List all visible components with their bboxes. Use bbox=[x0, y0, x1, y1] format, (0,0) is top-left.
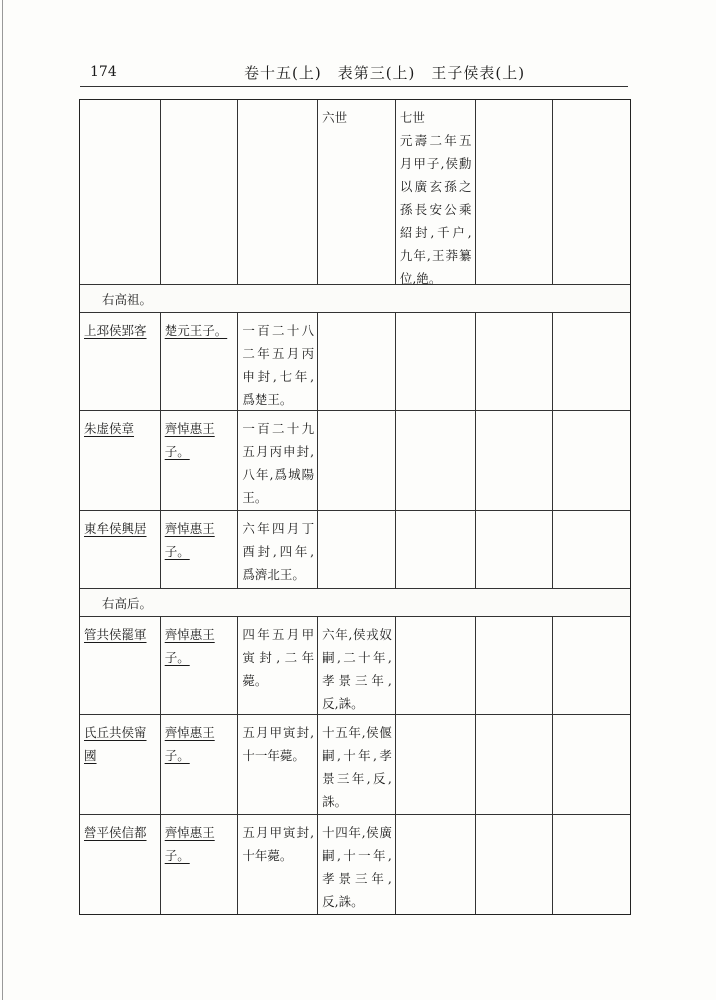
table-cell bbox=[237, 100, 317, 284]
lineage: 齊悼惠王子。 bbox=[160, 411, 238, 510]
section-heading: 右高祖。 bbox=[80, 284, 630, 312]
enfeoffment bbox=[237, 715, 317, 814]
table-row bbox=[80, 616, 630, 714]
text-line: 六年四月丁 bbox=[242, 521, 315, 536]
header-rule bbox=[80, 86, 628, 87]
lineage: 齊悼惠王子。 bbox=[160, 715, 238, 814]
text-line: 五月甲寅封, bbox=[242, 825, 315, 840]
table-cell bbox=[317, 313, 395, 410]
text-line: 寅封,二年 bbox=[242, 650, 315, 665]
marquis-name: 營平侯信都 bbox=[84, 825, 147, 840]
table-cell bbox=[475, 815, 553, 914]
lineage: 齊悼惠王子。 bbox=[160, 617, 238, 714]
text-line: 九年,王莽纂 bbox=[399, 248, 472, 263]
text-line: 景三年,反, bbox=[322, 771, 392, 786]
text-line: 十四年,侯廣 bbox=[322, 825, 392, 840]
text-line: 孝景三年, bbox=[322, 871, 392, 886]
text-line: 四年五月甲 bbox=[242, 627, 315, 642]
text-line: 孫長安公乘 bbox=[399, 202, 472, 217]
table-cell bbox=[552, 511, 630, 588]
table-cell bbox=[475, 715, 553, 814]
text-line: 以廣玄孫之 bbox=[399, 179, 472, 194]
table-row bbox=[80, 100, 630, 284]
text-line: 申封,七年, bbox=[242, 369, 315, 384]
text-line: 爲濟北王。 bbox=[242, 567, 305, 582]
page-edge bbox=[2, 0, 3, 1000]
lineage: 齊悼惠王子。 bbox=[160, 511, 238, 588]
table-cell bbox=[395, 411, 475, 510]
text-line: 嗣,二十年, bbox=[322, 650, 392, 665]
lineage: 楚元王子。 bbox=[160, 313, 238, 410]
lineage: 齊悼惠王子。 bbox=[160, 815, 238, 914]
text-line: 一百二十九 bbox=[242, 421, 315, 436]
section-heading: 右高后。 bbox=[80, 588, 630, 616]
table-cell bbox=[475, 411, 553, 510]
marquis-name: 上邳侯郢客 bbox=[84, 323, 147, 338]
text-line: 孝景三年, bbox=[322, 673, 392, 688]
text-line: 五月甲寅封, bbox=[242, 725, 315, 740]
table-cell bbox=[552, 715, 630, 814]
table-cell bbox=[552, 100, 630, 284]
table-row bbox=[80, 410, 630, 510]
text-line: 二年五月丙 bbox=[242, 346, 315, 361]
table-cell bbox=[552, 313, 630, 410]
table-cell bbox=[395, 511, 475, 588]
table-cell bbox=[475, 100, 553, 284]
table-cell bbox=[475, 313, 553, 410]
enfeoffment bbox=[237, 313, 317, 410]
text-line: 誅。 bbox=[322, 794, 348, 809]
table-cell bbox=[395, 815, 475, 914]
table-cell bbox=[552, 617, 630, 714]
table-cell bbox=[475, 511, 553, 588]
enfeoffment bbox=[237, 411, 317, 510]
text-line: 十一年薨。 bbox=[242, 748, 305, 763]
table-cell bbox=[160, 100, 238, 284]
table-cell bbox=[80, 100, 160, 284]
table-row bbox=[80, 714, 630, 814]
marquis-name: 東牟侯興居 bbox=[84, 521, 147, 536]
text-line: 嗣,十一年, bbox=[322, 848, 392, 863]
table-cell bbox=[395, 715, 475, 814]
table-cell bbox=[552, 411, 630, 510]
text-line: 十五年,侯偃 bbox=[322, 725, 392, 740]
succession bbox=[317, 617, 395, 714]
gen6-heading: 六世 bbox=[317, 100, 395, 284]
table-row bbox=[80, 814, 630, 914]
genealogy-table bbox=[79, 99, 631, 915]
marquis-name: 朱虚侯章 bbox=[84, 421, 135, 436]
table-cell bbox=[475, 617, 553, 714]
running-title: 卷十五(上) 表第三(上) 王子侯表(上) bbox=[244, 64, 526, 82]
enfeoffment bbox=[237, 511, 317, 588]
table-cell bbox=[552, 815, 630, 914]
text-line: 反,誅。 bbox=[322, 696, 364, 711]
text-line: 七世 bbox=[399, 110, 425, 125]
succession bbox=[317, 715, 395, 814]
text-line: 五月丙申封, bbox=[242, 444, 315, 459]
table-cell bbox=[395, 313, 475, 410]
text-line: 一百二十八 bbox=[242, 323, 315, 338]
table-cell bbox=[317, 511, 395, 588]
text-line: 月甲子,侯勳 bbox=[399, 156, 472, 171]
table-row bbox=[80, 312, 630, 410]
text-line: 王。 bbox=[242, 490, 268, 505]
text-line: 八年,爲城陽 bbox=[242, 467, 315, 482]
enfeoffment bbox=[237, 617, 317, 714]
enfeoffment bbox=[237, 815, 317, 914]
text-line: 紹封,千户, bbox=[399, 225, 472, 240]
table-cell bbox=[395, 617, 475, 714]
table-row bbox=[80, 510, 630, 588]
table-cell bbox=[317, 411, 395, 510]
text-line: 反,誅。 bbox=[322, 894, 364, 909]
page-number: 174 bbox=[90, 64, 117, 80]
text-line: 十年薨。 bbox=[242, 848, 293, 863]
text-line: 嗣,十年,孝 bbox=[322, 748, 392, 763]
text-line: 六年,侯戎奴 bbox=[322, 627, 392, 642]
marquis-name: 氏丘共侯甯國 bbox=[84, 725, 147, 763]
text-line: 元壽二年五 bbox=[399, 133, 472, 148]
text-line: 薨。 bbox=[242, 673, 268, 688]
text-line: 酉封,四年, bbox=[242, 544, 315, 559]
gen7-cell bbox=[395, 100, 475, 284]
text-line: 爲楚王。 bbox=[242, 392, 293, 407]
marquis-name: 管共侯罷軍 bbox=[84, 627, 147, 642]
succession bbox=[317, 815, 395, 914]
text-line: 位,絶。 bbox=[399, 271, 442, 286]
